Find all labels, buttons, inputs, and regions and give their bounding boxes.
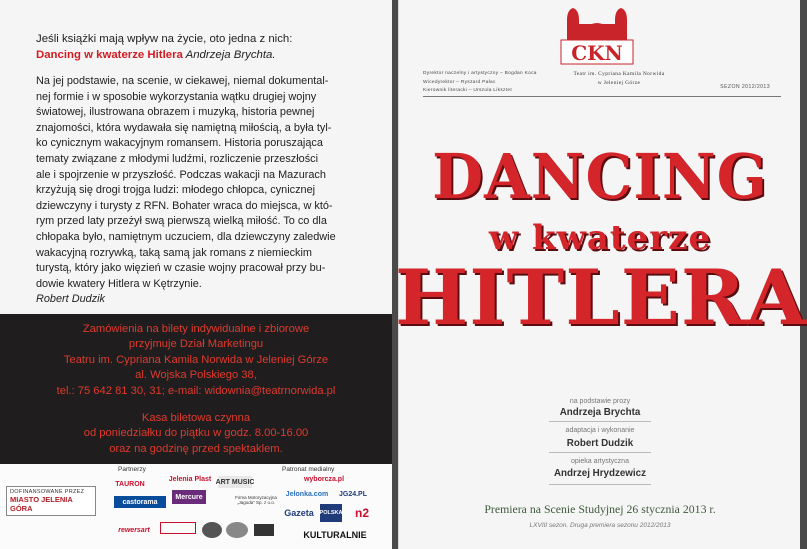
car-brand-logo [226,522,248,538]
season-note: LXVIII sezon. Druga premiera sezonu 2012/2013 [529,522,671,529]
right-page [394,0,807,549]
separator [549,484,651,485]
mercure-logo: Mercure [172,490,206,504]
partners-strip [0,464,392,549]
ticket-info-box [0,314,392,464]
care-label: opieka artystyczna [571,458,629,465]
vw-logo [202,522,222,538]
box-office-line: od poniedziałku do piątku w godz. 8.00-16.00 [83,427,309,440]
kulturalnie-logo: KULTURALNIE [303,530,367,540]
body-line: turystą, który jako więzień w czasie wojny pracował przy bu- [36,262,326,275]
partner-logo-dark [254,524,274,536]
body-line: znajomości, która wydawała się namiętną miłością, a była tyl- [36,121,332,134]
book-line [36,48,356,64]
castorama-logo: castorama [114,496,166,508]
theatre-name [549,70,689,87]
body-line: wakacyjną rozrywką, taką samą jak romans z niemieckim [36,246,312,259]
separator [549,421,651,422]
body-line: ale i spojrzenie w przyszłość. Podczas wakacji na Mazurach [36,168,326,181]
adaptation-name: Robert Dudzik [566,438,634,449]
motor-firm-logo: Firma Motoryzacyjna „Jagoda” Sp. z o.o. [235,495,277,505]
radio-logo: n2 [354,506,369,520]
staff-line: Dyrektor naczelny i artystyczny – Bogdan Koca [423,71,537,76]
body-line: krzyżują się drogi trojga ludzi: młodego chłopca, cynicznej [36,184,316,197]
orders-line: przyjmuje Dział Marketingu [128,338,264,351]
media-label: Patronat medialny [282,466,335,473]
tauron-logo: TAURON [115,480,145,488]
jelenia-plast-logo: Jelenia Plast [168,475,212,483]
separator [549,452,651,453]
basis-author: Andrzeja Brychta [559,407,641,418]
body-line: dowie kwatery Hitlera w Kętrzynie. [36,277,202,290]
body-line: światowej, ilustrowana obrazem i muzyką, historia pewnej [36,106,315,119]
title-hitlera: HITLERA [394,253,807,342]
jelenia-gora-funding-logo [6,486,96,516]
body-line: Na jej podstawie, na scenie, w ciekawej, niemal dokumental- [36,75,329,87]
season-label: SEZON 2012/2013 [720,84,770,90]
wyborcza-logo: wyborcza.pl [303,475,345,483]
box-office-line: oraz na godzinę przed spektaklem. [109,442,283,455]
staff-line: Wicedyrektor – Ryszard Pałac [423,79,496,85]
funding-label: DOFINANSOWANE PRZEZ [10,489,85,495]
art-music-logo: ART MUSIC [218,476,252,488]
title-dancing: DANCING [432,140,768,213]
theatre-name-line: Teatr im. Cypriana Kamila Norwida [573,71,665,77]
intro [36,32,356,64]
body-line: chłopaka było, namiętnym uczuciem, dla dziewczyny zaledwie [36,230,336,243]
logo-letters: CKN [571,41,623,65]
theatre-crest-logo [555,6,639,66]
body-line: rym przed laty przeżył swą pierwszą wielką miłość. To co dla [36,215,327,228]
partner-logo-small [160,522,196,534]
jg24-logo: JG24.PL [338,490,367,498]
contact-line[interactable]: tel.: 75 642 81 30, 31; e-mail: widownia@teatrnorwida.pl [56,384,336,397]
funding-city: MIASTO JELENIA GÓRA [10,495,73,513]
body-line: ko cynicznym wakacyjnym romansem. Historia poruszająca [36,137,323,150]
polska-logo: POLSKA [320,504,342,522]
rewers-logo: rewersart [118,526,150,534]
care-name: Andrzej Hrydzewicz [553,468,646,479]
box-office-line: Kasa biletowa czynna [141,412,251,425]
book-title: Dancing w kwaterze Hitlera [36,48,183,61]
body-line: tematy związane z młodymi ludźmi, rozliczenie przeszłości [36,152,319,165]
gazeta-logo: Gazeta [284,508,314,518]
header-rule [423,96,781,97]
title-kwaterze: w kwaterze [488,218,712,258]
jelonka-logo: Jelonka.com [285,490,329,498]
left-page [0,0,392,549]
body-line: dziewczyny i turysty z RFN. Bohater wraca do miejsca, w któ- [36,199,333,212]
signature: Robert Dudzik [36,293,106,306]
orders-line: Teatru im. Cypriana Kamila Norwida w Jeleniej Górze [63,353,329,366]
basis-label: na podstawie prozy [569,398,631,405]
partners-label: Partnerzy [118,466,146,473]
address-line: al. Wojska Polskiego 38, [135,369,257,382]
orders-line: Zamówienia na bilety indywidualne i zbiorowe [82,323,310,335]
adaptation-label: adaptacja i wykonanie [565,427,635,434]
staff-list [423,70,537,96]
body-line: nej formie i w sposobie wykorzystania wątku drugiej wojny [36,90,317,103]
book-author: Andrzeja Brychta. [182,48,276,61]
premiere-date: Premiera na Scenie Studyjnej 26 stycznia 2013 r. [484,502,716,516]
description-text [36,74,356,308]
theatre-name-line: w Jeleniej Górze [597,79,641,86]
intro-line: Jeśli książki mają wpływ na życie, oto jedna z nich: [36,33,293,45]
staff-line: Kierownik literacki – Urszula Liksztet [423,88,512,93]
